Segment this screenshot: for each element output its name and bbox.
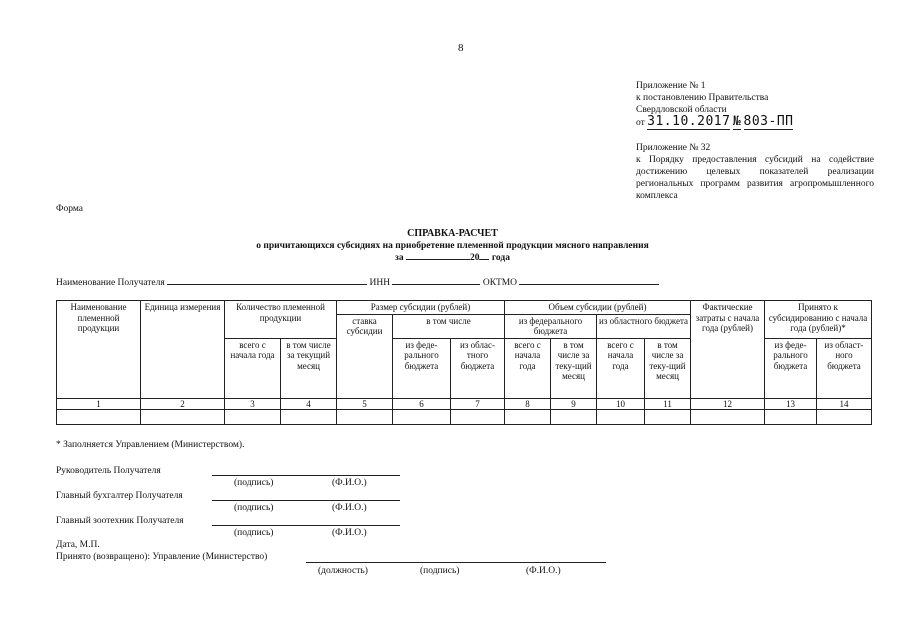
recipient-line bbox=[56, 278, 659, 288]
header-incl: в том числе bbox=[393, 314, 505, 338]
col-num: 11 bbox=[645, 398, 691, 410]
header-volume-fed: из федерального бюджета bbox=[505, 314, 597, 338]
accepted-label: Принято (возвращено): Управление (Министерство) bbox=[56, 552, 268, 562]
col-num: 12 bbox=[691, 398, 765, 410]
cell[interactable] bbox=[597, 410, 645, 425]
col-num: 2 bbox=[141, 398, 225, 410]
head-sign-line[interactable] bbox=[212, 475, 400, 476]
accountant-label: Главный бухгалтер Получателя bbox=[56, 491, 183, 501]
cell[interactable] bbox=[225, 410, 281, 425]
header-quantity: Количество племенной продукции bbox=[225, 301, 337, 339]
col-num: 3 bbox=[225, 398, 281, 410]
period-suffix: года bbox=[491, 253, 510, 263]
page-number: 8 bbox=[458, 42, 464, 54]
data-row-empty[interactable] bbox=[57, 410, 872, 425]
oktmo-field[interactable] bbox=[519, 284, 659, 285]
accountant-sign-line[interactable] bbox=[212, 500, 400, 501]
col-num: 8 bbox=[505, 398, 551, 410]
header-row-1 bbox=[57, 301, 872, 315]
appendix-1-date-line bbox=[636, 116, 793, 129]
recipient-name-field[interactable] bbox=[167, 284, 367, 285]
appendix-1-title: Приложение № 1 bbox=[636, 81, 706, 91]
header-volume-reg: из областного бюджета bbox=[597, 314, 691, 338]
form-label: Форма bbox=[56, 204, 84, 214]
sub-reg-current: в том числе за теку-щий месяц bbox=[645, 338, 691, 398]
sub-qty-current: в том числе за текущий месяц bbox=[281, 338, 337, 398]
cell[interactable] bbox=[141, 410, 225, 425]
header-subsidy-size: Размер субсидии (рублей) bbox=[337, 301, 505, 315]
header-rate: ставка субсидии bbox=[337, 314, 393, 398]
col-num: 10 bbox=[597, 398, 645, 410]
recipient-name-label: Наименование Получателя bbox=[56, 278, 165, 288]
sub-qty-total: всего с начала года bbox=[225, 338, 281, 398]
col-num: 14 bbox=[817, 398, 872, 410]
header-actual-costs: Фактические затраты с начала года (рублей) bbox=[691, 301, 765, 399]
sub-fed-total: всего с начала года bbox=[505, 338, 551, 398]
header-subsidy-volume: Объем субсидии (рублей) bbox=[505, 301, 691, 315]
column-number-row bbox=[57, 398, 872, 410]
doc-title: СПРАВКА-РАСЧЕТ bbox=[407, 228, 498, 239]
date-prefix: от bbox=[636, 118, 645, 128]
oktmo-label: ОКТМО bbox=[482, 278, 518, 288]
cell[interactable] bbox=[765, 410, 817, 425]
sub-fed-current: в том числе за теку-щий месяц bbox=[551, 338, 597, 398]
col-num: 7 bbox=[451, 398, 505, 410]
appendix-1-line2: к постановлению Правительства bbox=[636, 93, 769, 103]
period-year: 20 bbox=[469, 253, 480, 263]
col-num: 9 bbox=[551, 398, 597, 410]
inn-label: ИНН bbox=[369, 278, 391, 288]
header-unit: Единица измерения bbox=[141, 301, 225, 399]
accountant-fio-caption: (Ф.И.О.) bbox=[332, 503, 367, 513]
cell[interactable] bbox=[393, 410, 451, 425]
footnote: * Заполняется Управлением (Министерством). bbox=[56, 440, 245, 450]
cell[interactable] bbox=[551, 410, 597, 425]
period-prefix: за bbox=[395, 253, 404, 263]
header-product-name: Наименование племенной продукции bbox=[57, 301, 141, 399]
accepted-fio-caption: (Ф.И.О.) bbox=[526, 566, 561, 576]
col-num: 6 bbox=[393, 398, 451, 410]
head-label: Руководитель Получателя bbox=[56, 466, 161, 476]
accountant-sign-caption: (подпись) bbox=[234, 503, 274, 513]
appendix-1-block bbox=[636, 80, 793, 129]
cell[interactable] bbox=[817, 410, 872, 425]
sub-accepted-fed: из феде-рального бюджета bbox=[765, 338, 817, 398]
sub-rate-fed: из феде-рального бюджета bbox=[393, 338, 451, 398]
col-num: 1 bbox=[57, 398, 141, 410]
date-mp-label: Дата, М.П. bbox=[56, 540, 100, 550]
appendix-32-title: Приложение № 32 bbox=[636, 143, 711, 153]
cell[interactable] bbox=[337, 410, 393, 425]
accepted-sign-line[interactable] bbox=[306, 562, 606, 563]
zootech-sign-line[interactable] bbox=[212, 525, 400, 526]
cell[interactable] bbox=[451, 410, 505, 425]
col-num: 13 bbox=[765, 398, 817, 410]
zootech-sign-caption: (подпись) bbox=[234, 528, 274, 538]
zootech-label: Главный зоотехник Получателя bbox=[56, 516, 184, 526]
zootech-fio-caption: (Ф.И.О.) bbox=[332, 528, 367, 538]
period-blank[interactable] bbox=[406, 259, 470, 260]
cell[interactable] bbox=[57, 410, 141, 425]
cell[interactable] bbox=[281, 410, 337, 425]
doc-subtitle: о причитающихся субсидиях на приобретение племенной продукции мясного направления bbox=[256, 241, 649, 251]
accepted-sign-caption: (подпись) bbox=[420, 566, 460, 576]
head-fio-caption: (Ф.И.О.) bbox=[332, 478, 367, 488]
subsidy-table bbox=[56, 300, 872, 425]
appendix-32-body: к Порядку предоставления субсидий на содействие достижению целевых показателей реализации региональных программ развития агропромышленного комплекса bbox=[636, 155, 874, 201]
decree-date: 31.10.2017 bbox=[647, 114, 731, 129]
cell[interactable] bbox=[505, 410, 551, 425]
sub-rate-reg: из облас-тного бюджета bbox=[451, 338, 505, 398]
col-num: 5 bbox=[337, 398, 393, 410]
inn-field[interactable] bbox=[392, 284, 480, 285]
appendix-32-block bbox=[636, 142, 874, 202]
period-line bbox=[0, 253, 905, 263]
decree-number-prefix: № bbox=[732, 114, 742, 129]
accepted-position-caption: (должность) bbox=[318, 566, 368, 576]
decree-number: 803-ПП bbox=[743, 114, 794, 129]
appendix-1-line3: Свердловской области bbox=[636, 105, 727, 115]
year-blank[interactable] bbox=[479, 259, 489, 260]
sub-accepted-reg: из област-ного бюджета bbox=[817, 338, 872, 398]
sub-reg-total: всего с начала года bbox=[597, 338, 645, 398]
col-num: 4 bbox=[281, 398, 337, 410]
header-accepted: Принято к субсидированию с начала года (рублей)* bbox=[765, 301, 872, 339]
cell[interactable] bbox=[645, 410, 691, 425]
cell[interactable] bbox=[691, 410, 765, 425]
head-sign-caption: (подпись) bbox=[234, 478, 274, 488]
